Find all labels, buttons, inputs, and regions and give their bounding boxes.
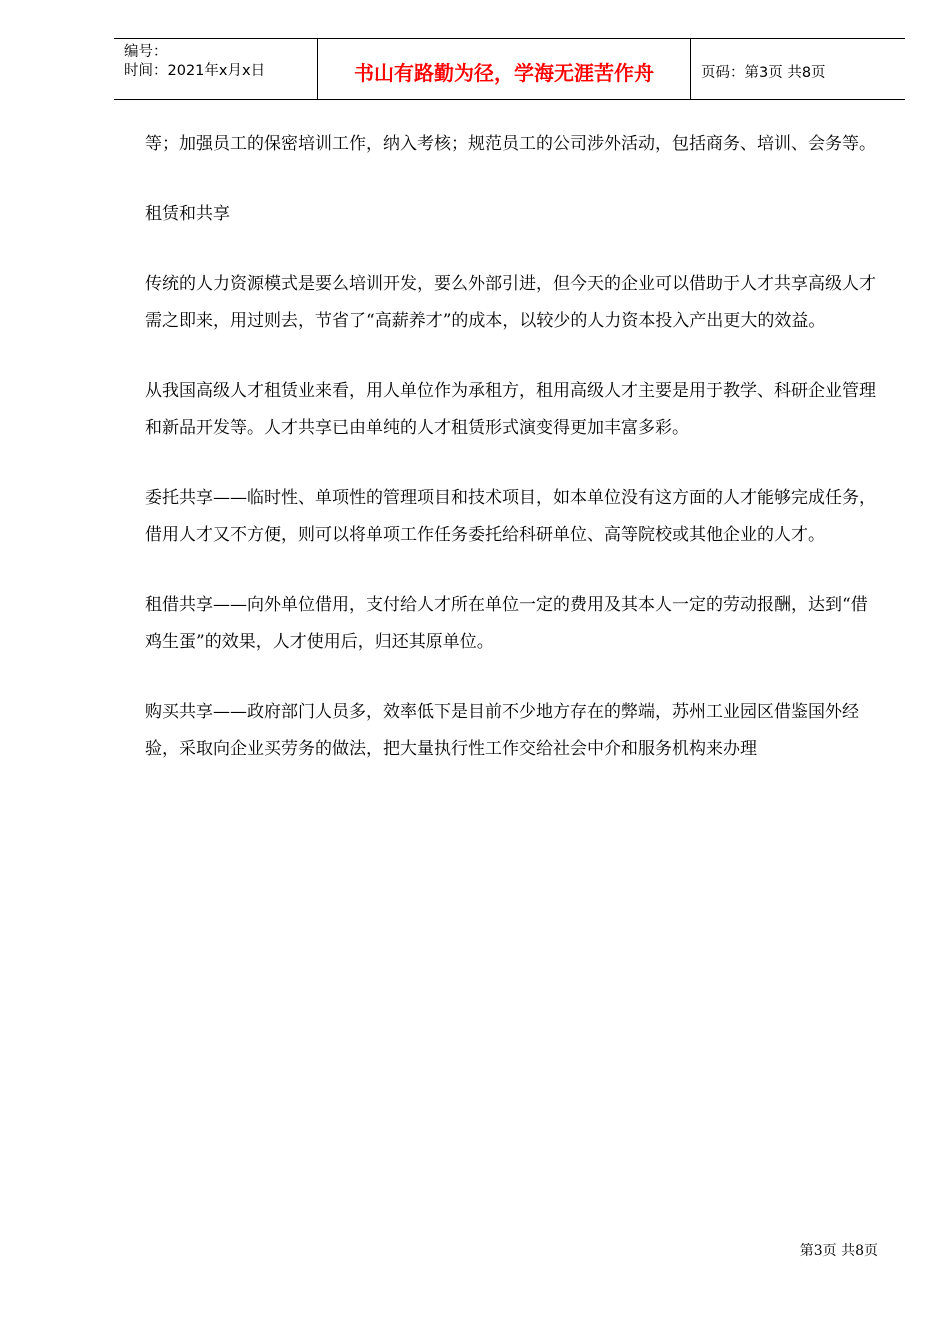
document-number-label: 编号： xyxy=(124,44,168,60)
header-meta xyxy=(114,39,317,99)
header-motto: 书山有路勤为径，学海无涯苦作舟 xyxy=(317,39,691,99)
header-page-number: 页码：第3页 共8页 xyxy=(701,64,826,81)
page-footer: 第3页 共8页 xyxy=(799,1243,878,1259)
paragraph-3: 从我国高级人才租赁业来看，用人单位作为承租方，租用高级人才主要是用于教学、科研企业管理和新品开发等。人才共享已由单纯的人才租赁形式演变得更加丰富多彩。 xyxy=(145,381,876,438)
paragraph-5: 租借共享——向外单位借用，支付给人才所在单位一定的费用及其本人一定的劳动报酬，达到“借鸡生蛋”的效果，人才使用后，归还其原单位。 xyxy=(145,595,868,652)
paragraph-6: 购买共享——政府部门人员多，效率低下是目前不少地方存在的弊端，苏州工业园区借鉴国外经验，采取向企业买劳务的做法，把大量执行性工作交给社会中介和服务机构来办理 xyxy=(145,702,859,759)
document-date-label: 时间：2021年x月x日 xyxy=(124,63,266,79)
paragraph-2: 传统的人力资源模式是要么培训开发，要么外部引进，但今天的企业可以借助于人才共享高级人才需之即来，用过则去，节省了“高薪养才”的成本，以较少的人力资本投入产出更大的效益。 xyxy=(145,274,876,331)
paragraph-4: 委托共享——临时性、单项性的管理项目和技术项目，如本单位没有这方面的人才能够完成任务，借用人才又不方便，则可以将单项工作任务委托给科研单位、高等院校或其他企业的人才。 xyxy=(145,488,876,545)
section-heading-leasing-sharing: 租赁和共享 xyxy=(145,204,230,224)
page-header xyxy=(114,38,905,100)
paragraph-1: 等；加强员工的保密培训工作，纳入考核；规范员工的公司涉外活动，包括商务、培训、会务等。 xyxy=(145,134,876,154)
document-body xyxy=(145,126,878,768)
